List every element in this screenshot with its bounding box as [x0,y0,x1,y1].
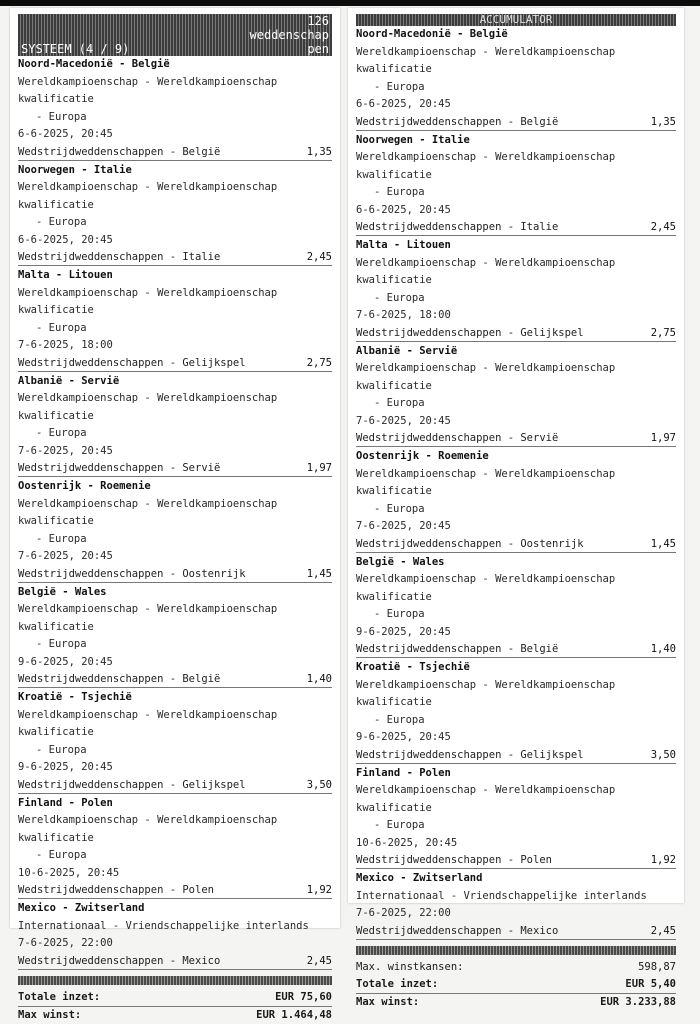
match-item [356,343,676,448]
ticket-header-accumulator [356,14,676,26]
max-win-label: Max winst: [356,995,420,1008]
header-bet-type: weddenschap [249,28,329,42]
match-selection [356,536,676,553]
match-teams: Oostenrijk - Roemenie [18,480,151,492]
match-region: - Europa [374,502,425,515]
match-teams: Noord-Macedonië - België [356,28,508,40]
match-datetime: 7-6-2025, 18:00 [18,339,113,351]
bet-odds: 1,45 [650,537,676,550]
match-teams: België - Wales [18,585,107,598]
match-selection [356,114,676,131]
match-teams: Noorwegen - Italie [18,163,132,176]
match-selection [18,249,332,266]
accumulator-ticket [348,8,684,1008]
total-stake-value: EUR 5,40 [625,977,676,990]
divider [18,976,332,985]
bet-odds: 2,75 [306,356,332,369]
match-competition: Wereldkampioenschap - Wereldkampioenschap kwalificatie [18,75,278,105]
match-selection [18,777,332,794]
bet-selection: Wedstrijdweddenschappen - Mexico [356,924,559,937]
match-teams: Albanië - Servië [356,344,458,357]
bet-odds: 1,35 [650,115,676,128]
match-datetime: 9-6-2025, 20:45 [356,731,451,743]
match-competition: Wereldkampioenschap - Wereldkampioenschap kwalificatie [356,467,616,497]
match-competition: Wereldkampioenschap - Wereldkampioenschap kwalificatie [18,497,278,527]
total-stake-label: Totale inzet: [356,977,439,990]
match-teams: Finland - Polen [18,796,113,809]
match-datetime: 7-6-2025, 22:00 [356,907,451,919]
bet-selection: Wedstrijdweddenschappen - België [18,145,221,158]
match-teams: Kroatië - Tsjechië [356,661,470,673]
bet-selection: Wedstrijdweddenschappen - Oostenrijk [356,537,584,550]
match-region: - Europa [36,427,87,439]
match-item [356,237,676,342]
match-competition: Wereldkampioenschap - Wereldkampioenschap kwalificatie [356,784,616,814]
match-competition: Internationaal - Vriendschappelijke interlands [18,919,309,932]
max-odds-row [356,959,676,976]
match-region: - Europa [374,608,425,620]
match-competition: Internationaal - Vriendschappelijke interlands [356,889,647,902]
system-bet-ticket [10,8,340,1021]
totals-block [356,959,676,1011]
total-stake-row [356,976,676,994]
match-item [18,162,332,267]
match-region: - Europa [374,713,425,726]
match-selection [356,852,676,869]
match-item [18,900,332,970]
header-number: 126 [307,14,329,28]
bet-odds: 1,35 [306,145,332,158]
match-region: - Europa [374,819,425,831]
match-region: - Europa [374,291,425,304]
match-datetime: 7-6-2025, 22:00 [18,937,113,949]
match-datetime: 9-6-2025, 20:45 [18,761,113,773]
match-competition: Wereldkampioenschap - Wereldkampioenschap kwalificatie [356,362,616,392]
match-datetime: 7-6-2025, 20:45 [356,414,451,427]
system-label-band [18,42,332,56]
match-item [356,870,676,940]
divider [356,946,676,955]
match-item [356,26,676,131]
match-item [356,659,676,764]
bet-selection: Wedstrijdweddenschappen - Gelijkspel [18,778,246,791]
match-item [18,56,332,161]
match-teams: Noord-Macedonië - België [18,58,170,70]
match-competition: Wereldkampioenschap - Wereldkampioenschap kwalificatie [18,814,278,844]
bet-odds: 3,50 [306,778,332,791]
match-selection [18,953,332,970]
bet-selection: Wedstrijdweddenschappen - Polen [356,854,552,866]
match-item [356,448,676,553]
max-win-value: EUR 1.464,48 [256,1008,332,1021]
bet-selection: Wedstrijdweddenschappen - Gelijkspel [356,326,584,339]
bet-selection: Wedstrijdweddenschappen - België [356,115,559,128]
match-region: - Europa [36,849,87,861]
bet-selection: Wedstrijdweddenschappen - België [18,673,221,685]
match-item [356,765,676,870]
match-teams: Malta - Litouen [18,269,113,281]
match-item [18,478,332,583]
match-competition: Wereldkampioenschap - Wereldkampioenschap kwalificatie [18,392,278,422]
bet-odds: 1,97 [650,432,676,444]
bet-odds: 2,45 [306,251,332,263]
match-selection [18,882,332,899]
match-selection [356,219,676,236]
match-region: - Europa [36,638,87,650]
system-label: SYSTEEM (4 / 9) [21,42,130,56]
bet-odds: 2,45 [650,221,676,233]
match-teams: Oostenrijk - Roemenie [356,450,489,462]
match-teams: Albanië - Servië [18,374,120,387]
bet-odds: 2,45 [650,924,676,937]
bet-selection: Wedstrijdweddenschappen - Gelijkspel [356,748,584,761]
bet-odds: 3,50 [650,748,676,761]
max-win-row [18,1007,332,1024]
match-datetime: 6-6-2025, 20:45 [356,98,451,110]
bet-odds: 1,92 [650,854,676,866]
bet-selection: Wedstrijdweddenschappen - Italie [18,251,221,263]
match-competition: Wereldkampioenschap - Wereldkampioenschap kwalificatie [356,256,616,286]
match-region: - Europa [36,743,87,756]
match-datetime: 6-6-2025, 20:45 [18,233,113,246]
match-list [18,56,332,970]
match-item [18,267,332,372]
match-competition: Wereldkampioenschap - Wereldkampioenschap kwalificatie [356,678,616,708]
match-teams: Kroatië - Tsjechië [18,691,132,703]
match-selection [18,566,332,583]
match-teams: Mexico - Zwitserland [356,872,483,884]
bet-selection: Wedstrijdweddenschappen - Gelijkspel [18,356,246,369]
match-teams: België - Wales [356,555,445,568]
match-item [18,373,332,478]
match-selection [356,430,676,447]
bet-selection: Wedstrijdweddenschappen - Mexico [18,954,221,967]
max-odds-value: 598,87 [638,960,676,973]
match-region: - Europa [36,216,87,228]
match-selection [356,641,676,658]
match-item [18,689,332,794]
match-datetime: 7-6-2025, 20:45 [18,444,113,457]
match-competition: Wereldkampioenschap - Wereldkampioenschap kwalificatie [356,45,616,75]
match-datetime: 10-6-2025, 20:45 [356,836,458,849]
max-win-value: EUR 3.233,88 [600,995,676,1008]
bet-selection: Wedstrijdweddenschappen - Oostenrijk [18,567,246,580]
match-teams: Finland - Polen [356,766,451,779]
match-selection [356,325,676,342]
match-region: - Europa [374,80,425,93]
bet-selection: Wedstrijdweddenschappen - Polen [18,884,214,896]
total-stake-row [18,989,332,1007]
bet-selection: Wedstrijdweddenschappen - Servië [356,432,559,444]
match-competition: Wereldkampioenschap - Wereldkampioenschap kwalificatie [356,573,616,603]
match-competition: Wereldkampioenschap - Wereldkampioenschap kwalificatie [18,181,278,211]
match-region: - Europa [374,397,425,409]
match-region: - Europa [374,186,425,198]
match-datetime: 6-6-2025, 20:45 [18,128,113,140]
match-teams: Noorwegen - Italie [356,133,470,146]
bet-odds: 2,75 [650,326,676,339]
match-datetime: 7-6-2025, 20:45 [356,520,451,532]
ticket-header-top [18,14,332,28]
max-win-row [356,994,676,1011]
match-datetime: 10-6-2025, 20:45 [18,866,120,879]
match-datetime: 9-6-2025, 20:45 [18,655,113,668]
match-selection [18,355,332,372]
match-competition: Wereldkampioenschap - Wereldkampioenschap kwalificatie [18,708,278,738]
match-datetime: 6-6-2025, 20:45 [356,203,451,216]
ticket-header-label [18,28,332,42]
match-competition: Wereldkampioenschap - Wereldkampioenschap kwalificatie [18,286,278,316]
match-region: - Europa [36,532,87,545]
match-selection [18,144,332,161]
match-selection [18,460,332,477]
total-stake-value: EUR 75,60 [275,990,332,1003]
match-list [356,26,676,940]
match-teams: Mexico - Zwitserland [18,902,145,914]
max-odds-label: Max. winstkansen: [356,960,464,973]
bet-odds: 2,45 [306,954,332,967]
match-datetime: 7-6-2025, 20:45 [18,550,113,562]
match-item [18,795,332,900]
match-competition: Wereldkampioenschap - Wereldkampioenschap kwalificatie [356,151,616,181]
total-stake-label: Totale inzet: [18,990,101,1003]
match-item [356,132,676,237]
bet-odds: 1,40 [650,643,676,655]
match-competition: Wereldkampioenschap - Wereldkampioenschap kwalificatie [18,603,278,633]
match-selection [356,747,676,764]
bet-odds: 1,45 [306,567,332,580]
match-region: - Europa [36,321,87,334]
max-win-label: Max winst: [18,1008,82,1021]
bet-odds: 1,97 [306,462,332,474]
totals-block [18,989,332,1024]
bet-selection: Wedstrijdweddenschappen - Servië [18,462,221,474]
bet-selection: Wedstrijdweddenschappen - België [356,643,559,655]
accumulator-label: ACCUMULATOR [479,13,553,26]
match-datetime: 9-6-2025, 20:45 [356,625,451,638]
bet-odds: 1,40 [306,673,332,685]
match-datetime: 7-6-2025, 18:00 [356,309,451,321]
match-teams: Malta - Litouen [356,239,451,251]
system-label-suffix: pen [307,42,329,56]
match-region: - Europa [36,110,87,123]
scan-top-edge [0,0,700,6]
bet-selection: Wedstrijdweddenschappen - Italie [356,221,559,233]
match-item [356,554,676,659]
match-selection [18,671,332,688]
match-item [18,584,332,689]
bet-odds: 1,92 [306,884,332,896]
